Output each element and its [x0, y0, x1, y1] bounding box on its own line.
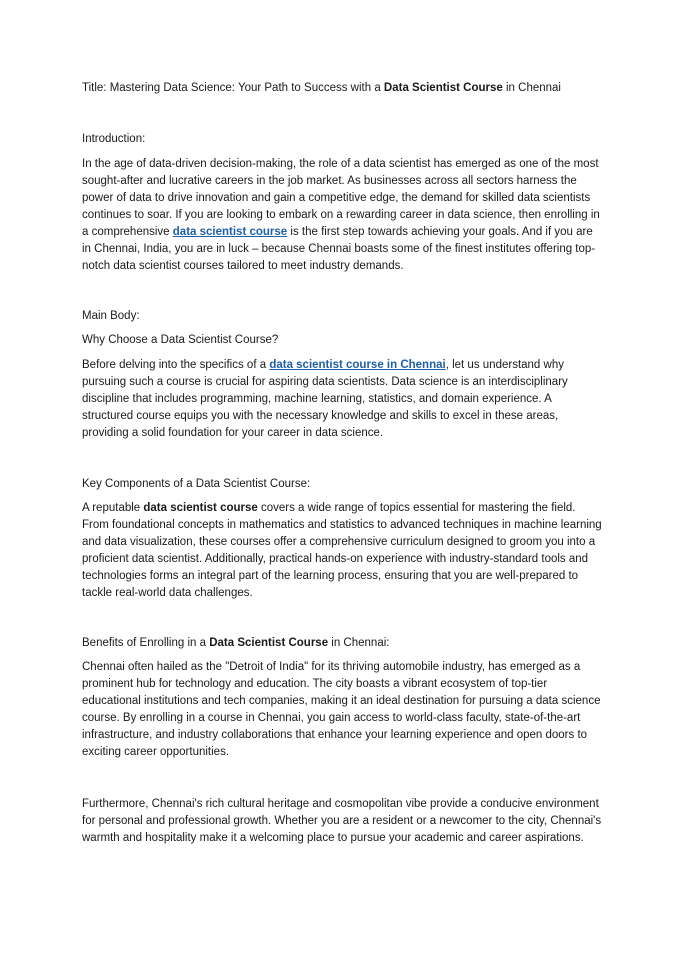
intro-paragraph [82, 156, 602, 275]
benefits-heading-suffix: in Chennai: [328, 637, 390, 649]
benefits-paragraph: Chennai often hailed as the "Detroit of India" for its thriving automobile industry, has emerged as a prominent hub for technology and education. The city boasts a vibrant ecosystem of top-tier educational institutions and tech companies, making it an ideal destination for pursuing a data science course. By enrolling in a course in Chennai, you gain access to world-class faculty, state-of-the-art infrastructure, and industry collaborations that enhance your learning experience and open doors to exciting career opportunities. [82, 661, 601, 758]
components-paragraph [82, 500, 602, 602]
components-text-1: A reputable [82, 502, 144, 514]
components-bold: data scientist course [143, 502, 258, 514]
components-text-2: covers a wide range of topics essential for mastering the field. From foundational concepts in mathematics and statistics to advanced techniques in machine learning and data visualization, these courses offer a comprehensive curriculum designed to groom you into a proficient data scientist. Additionally, practical hands-on experience with industry-standard tools and technologies forms an integral part of the learning process, ensuring that you are well-prepared to tackle real-world data challenges. [82, 502, 602, 599]
intro-text-2: is the first step towards achieving your goals. And if you are in Chennai, India, you are in luck – because Chennai boasts some of the finest institutes offering top-notch data scientist courses tailored to meet industry demands. [82, 226, 596, 272]
main-body-heading: Main Body: [82, 310, 140, 322]
title-bold: Data Scientist Course [383, 82, 503, 94]
why-heading: Why Choose a Data Scientist Course? [82, 334, 279, 346]
benefits-heading-prefix: Benefits of Enrolling in a [82, 637, 210, 649]
components-heading: Key Components of a Data Scientist Course: [82, 478, 311, 490]
furthermore-paragraph: Furthermore, Chennai's rich cultural heritage and cosmopolitan vibe provide a conducive environment for personal and professional growth. Whether you are a resident or a newcomer to the city, Chennai's warmth and hospitality make it a welcoming place to pursue your academic and career aspirations. [82, 798, 602, 844]
intro-link-data-scientist-course[interactable]: data scientist course [172, 226, 288, 238]
intro-heading: Introduction: [82, 133, 146, 145]
why-link-course-in-chennai[interactable]: data scientist course in Chennai [269, 359, 446, 371]
benefits-heading-bold: Data Scientist Course [209, 637, 329, 649]
benefits-heading [82, 635, 602, 652]
intro-text-1: In the age of data-driven decision-making, the role of a data scientist has emerged as one of the most sought-after and lucrative careers in the job market. As businesses across all sectors harness the power of data to drive innovation and gain a competitive edge, the demand for skilled data scientists continues to soar. If you are looking to embark on a rewarding career in data science, then enrolling in a comprehensive [82, 158, 600, 238]
why-text-2: , let us understand why pursuing such a course is crucial for aspiring data scientists. Data science is an interdisciplinary discipline that includes programming, machine learning, statistics, and domain experience. A structured course equips you with the necessary knowledge and skills to excel in these areas, providing a solid foundation for your career in data science. [82, 359, 568, 439]
title-prefix: Title: Mastering Data Science: Your Path to Success with a [82, 82, 384, 94]
document-title [82, 80, 602, 97]
why-paragraph [82, 357, 602, 442]
why-text-1: Before delving into the specifics of a [82, 359, 270, 371]
title-suffix: in Chennai [502, 82, 561, 94]
